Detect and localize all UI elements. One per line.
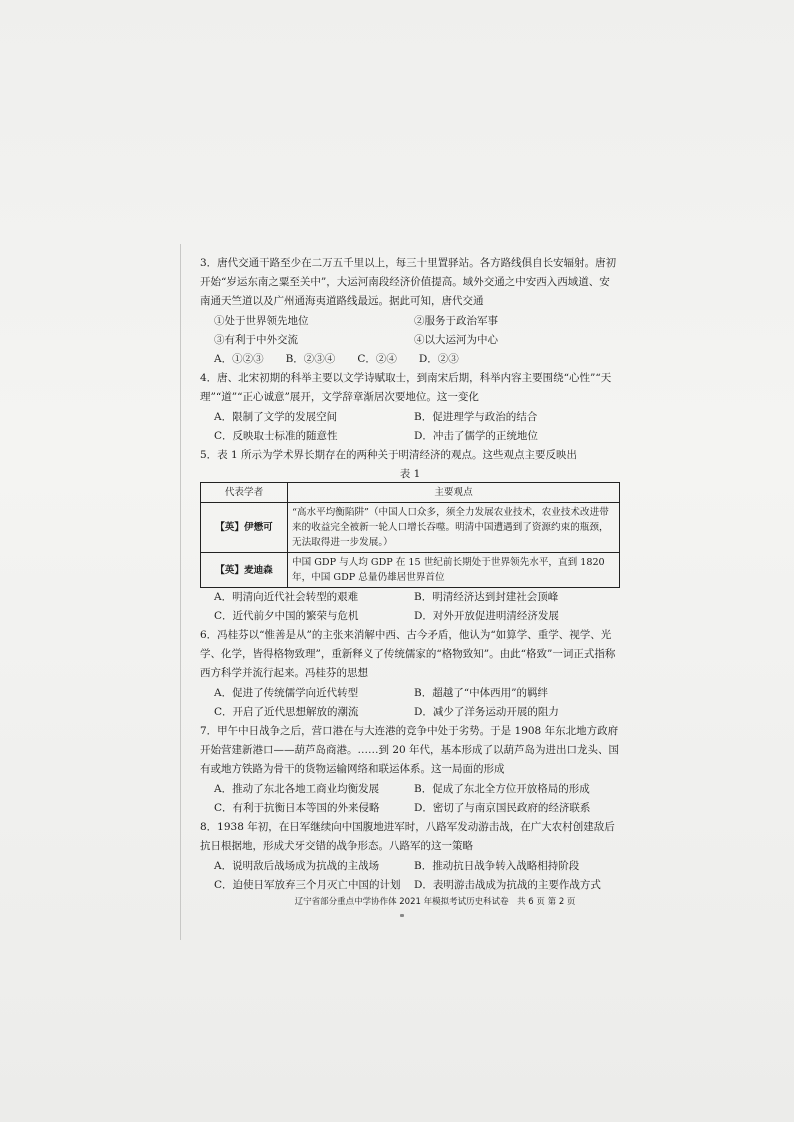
scan-edge-line [180, 244, 181, 940]
question-4 [200, 369, 620, 446]
question-3 [200, 254, 620, 369]
q3-option-d: D．②③ [418, 353, 459, 365]
table-1 [200, 482, 620, 588]
table-row [201, 553, 620, 588]
q3-option-a: A．①②③ [214, 353, 264, 365]
q4-option-d: D．冲击了儒学的正统地位 [414, 430, 538, 442]
table-cell-view: “高水平均衡陷阱”（中国人口众多，须全力发展农业技术，农业技术改进带来的收益完全被新一轮人口增长吞噬。明清中国遭遇到了资源约束的瓶颈，无法取得进一步发展。） [288, 503, 620, 553]
question-5-options [214, 588, 620, 626]
questions-area [200, 254, 620, 895]
table-cell-scholar: 【英】麦迪森 [201, 553, 288, 588]
question-4-options [214, 408, 620, 446]
q7-option-c: C．有利于抗衡日本等国的外来侵略 [214, 802, 380, 814]
table-header-view: 主要观点 [288, 483, 620, 503]
q5-option-a: A．明清向近代社会转型的艰难 [214, 591, 359, 603]
q8-option-a: A．说明敌后战场成为抗战的主战场 [214, 860, 380, 872]
question-6-stem: 6．冯桂芬以“惟善是从”的主张来消解中西、古今矛盾，他认为“如算学、重学、视学、光学、化学，皆得格物致理”，重新释义了传统儒家的“格物致知”。由此“格致”一词正式指称西方科学并流行起来。冯桂芬的思想 [200, 629, 616, 679]
question-7-stem: 7．甲午中日战争之后，营口港在与大连港的竞争中处于劣势。于是 1908 年东北地方政府开始营建新港口——葫芦岛商港。……到 20 年代，基本形成了以葫芦岛为进出口龙头、国有或地方铁路为骨干的货物运输网络和联运体系。这一局面的形成 [200, 725, 620, 775]
question-6 [200, 626, 620, 722]
question-4-stem: 4．唐、北宋初期的科举主要以文学诗赋取士，到南宋后期，科举内容主要围绕“心性”“天理”“道”“正心诚意”展开，文学辞章渐居次要地位。这一变化 [200, 372, 612, 403]
q8-option-b: B．推动抗日战争转入战略相持阶段 [414, 860, 580, 872]
q5-option-b: B．明清经济达到封建社会顶峰 [414, 591, 559, 603]
table-header-row [201, 483, 620, 503]
q8-option-c: C．迫使日军放弃三个月灭亡中国的计划 [214, 879, 401, 891]
q6-option-b: B．超越了“中体西用”的羁绊 [414, 687, 548, 699]
page-footer: 辽宁省部分重点中学协作体 2021 年模拟考试历史科试卷 共 6 页 第 2 页 [294, 897, 576, 907]
question-8 [200, 818, 620, 895]
question-3-stem: 3．唐代交通干路至少在二万五千里以上，每三十里置驿站。各方路线俱自长安辐射。唐初开始“岁运东南之粟至关中”，大运河南段经济价值提高。域外交通之中安西入西域道、安南通天竺道以及广州通海夷道路线最远。据此可知，唐代交通 [200, 257, 617, 307]
q8-option-d: D．表明游击战成为抗战的主要作战方式 [414, 879, 601, 891]
question-3-options [214, 350, 620, 369]
question-3-items [214, 312, 620, 350]
question-7 [200, 722, 620, 818]
q6-option-c: C．开启了近代思想解放的潮流 [214, 706, 359, 718]
q3-item-3: ③有利于中外交流 [214, 334, 298, 346]
question-6-options [214, 684, 620, 722]
q6-option-d: D．减少了洋务运动开展的阻力 [414, 706, 559, 718]
question-5 [200, 446, 620, 626]
q5-option-d: D．对外开放促进明清经济发展 [414, 610, 559, 622]
question-7-options [214, 780, 620, 818]
q4-option-b: B．促进理学与政治的结合 [414, 411, 538, 423]
q4-option-c: C．反映取士标准的随意性 [214, 430, 338, 442]
q5-option-c: C．近代前夕中国的繁荣与危机 [214, 610, 359, 622]
table-header-scholar: 代表学者 [201, 483, 288, 503]
table-cell-scholar: 【英】伊懋可 [201, 503, 288, 553]
question-5-stem: 5．表 1 所示为学术界长期存在的两种关于明清经济的观点。这些观点主要反映出 [200, 449, 578, 461]
q4-option-a: A．限制了文学的发展空间 [214, 411, 338, 423]
q7-option-b: B．促成了东北全方位开放格局的形成 [414, 783, 590, 795]
q3-item-1: ①处于世界领先地位 [214, 315, 309, 327]
q3-option-b: B．②③④ [285, 353, 336, 365]
q6-option-a: A．促进了传统儒学向近代转型 [214, 687, 359, 699]
q7-option-a: A．推动了东北各地工商业均衡发展 [214, 783, 380, 795]
q7-option-d: D．密切了与南京国民政府的经济联系 [414, 802, 591, 814]
table-cell-view: 中国 GDP 与人均 GDP 在 15 世纪前长期处于世界领先水平，直到 1820 年，中国 GDP 总量仍雄居世界首位 [288, 553, 620, 588]
table-row [201, 503, 620, 553]
question-8-stem: 8．1938 年初，在日军继续向中国腹地进军时，八路军发动游击战，在广大农村创建敌后抗日根据地，形成犬牙交错的战争形态。八路军的这一策略 [200, 821, 615, 852]
q3-item-4: ④以大运河为中心 [414, 334, 498, 346]
q3-item-2: ②服务于政治军事 [414, 315, 498, 327]
question-8-options [214, 857, 620, 895]
table-1-caption: 表 1 [399, 468, 421, 480]
scan-speck [400, 914, 404, 917]
q3-option-c: C．②④ [357, 353, 397, 365]
